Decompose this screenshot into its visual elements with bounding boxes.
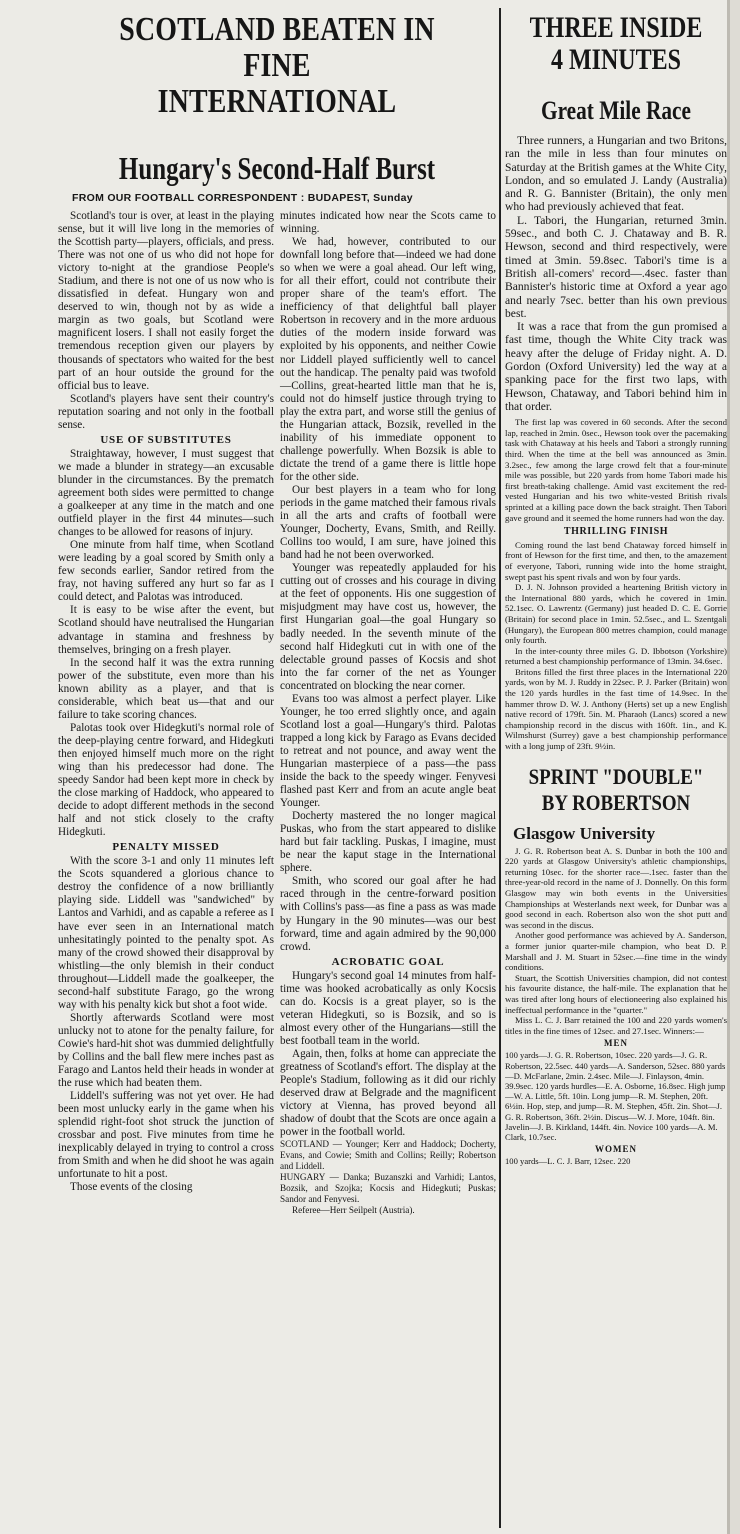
sprint-headline-2: BY ROBERTSON [541,789,691,815]
sprint-headline-1: SPRINT "DOUBLE" [528,763,704,789]
paragraph: J. G. R. Robertson beat A. S. Dunbar in both the 100 and 220 yards at Glasgow University's athletic championships, returning 10sec. for the shorter race—.1sec. faster than the three-year-old record in the name of J. Donnelly. On this form Glasgow may win both events in the Universities Championships at Westerlands next week, for Dunbar was a good second in each. Robertson also won the shot putt and was second in the discus. [505,845,727,930]
right-subhead: Great Mile Race [541,96,691,125]
results-list [505,1050,727,1142]
paragraph: Palotas took over Hidegkuti's normal role of the deep-playing centre forward, and Hidegkuti then enjoyed himself much more on the right wing than his predecessor had done. The speedy Sandor had been kept more in check by the close marking of Haddock, who appeared to decide to adopt different methods in the second half and not stick closely to the crafty Hidegkuti. [58,721,274,839]
paragraph: Scotland's players have sent their country's reputation soaring and not only in the football sense. [58,392,274,431]
paragraph: L. Tabori, the Hungarian, returned 3min. 59sec., and both C. J. Chataway and B. R. Hewson, second and third respectively, were timed at 3min. 59.8sec. Tabori's time is a British all-comers' record—.4sec. faster than Bannister's historic time at Oxford a year ago and nearly 7sec. better than his own previous best. [505,213,727,320]
paragraph: Shortly afterwards Scotland were most unlucky not to atone for the penalty failure, for Cowie's hard-hit shot was dummied delightfully by Collins and the ball flew mere inches past as Farago and Lantos held their heads in wonder at the ruse which had beaten them. [58,1011,274,1090]
referee-line: Referee—Herr Seilpelt (Austria). [292,1205,415,1216]
paragraph: Liddell's suffering was not yet over. He had been most unlucky early in the game when his splendid right-foot shot struck the junction of crossbar and post. Five minutes from time he inexplicably delayed in trying to control a cross from Smith and when he did shoot he was again unfortunate to hit a post. [58,1090,274,1181]
lineup-scotland: SCOTLAND — Younger; Kerr and Haddock; Docherty, Evans, and Cowie; Smith and Collins; Reilly; Robertson and Liddell. [280,1139,496,1172]
paragraph: Miss L. C. J. Barr retained the 100 and 220 yards women's titles in the fine times of 12sec. and 27.1sec. Winners:— [505,1015,727,1036]
glasgow-subhead: Glasgow University [513,823,656,843]
article-column-1 [58,210,274,1216]
paragraph: D. J. N. Johnson provided a heartening British victory in the International 880 yards, which he covered in 1min. 52.1sec. O. Lawrentz (Germany) just headed D. C. E. Gorrie (Britain) for second place in 1min. 52.5sec., and L. Szentgali (Hungary), the European 800 metres champion, could manage only fourth. [505,582,727,646]
paragraph: Coming round the last bend Chataway forced himself in front of Hewson for the first time, and then, to the amazement of everyone, Tabori, running wide into the home straight, swept past his spent rivals and won by four yards. [505,539,727,582]
byline: FROM OUR FOOTBALL CORRESPONDENT : BUDAPEST, Sunday [72,192,413,204]
section-heading-acrobatic: ACROBATIC GOAL [331,955,445,968]
article-subhead: Hungary's Second-Half Burst [118,150,436,186]
headline-line-1: SCOTLAND BEATEN IN FINE [119,12,435,84]
scotland-article [58,12,496,1532]
paragraph: Again, then, folks at home can appreciate the greatness of Scotland's effort. The display at the People's Stadium, following as it did our richly deserved draw at Belgrade and the magnificent victory at Vienna, has proved beyond all shadow of doubt that the Scots are once again a power in the football world. [280,1048,496,1139]
paragraph: Smith, who scored our goal after he had raced through in the centre-forward position with Collins's pass—as fine a pass as was made by Hungary in the 90 minutes—was our best forward, time and again admired by the 90,000 crowd. [280,875,496,953]
headline-line-2: INTERNATIONAL [157,83,397,120]
article-columns [58,210,496,1216]
paragraph: Scotland's tour is over, at least in the playing sense, but it will live long in the memories of the Scottish party—players, officials, and press. There was not one of us who did not hope for victory to-night at the grandiose People's Stadium, and there is not one of us now who is dissatisfied in defeat. Hungary won and deserved to win, though not by as wide a margin as two goals, but Scotland were magnificent losers. I shall not easily forget the tremendous reception given our players by thousands of spectators who waited for the best part of an hour outside the ground for the official bus to leave. [58,210,274,392]
mile-race-article [505,12,727,1532]
women-results [505,1156,727,1166]
paragraph: With the score 3-1 and only 11 minutes left the Scots squandered a glorious chance to destroy the confidence of a now brilliantly playing side. Liddell was "sandwiched" by Lantos and Varhidi, and as capable a referee as I have ever seen in an International match unhesitatingly pointed to the penalty spot. As many of the crowd showed their disapproval by whistling—the only blemish in their conduct throughout—Liddell made the goalkeeper, the second-half substitute Farago, go the wrong way with his penalty kick but shot a foot wide. [58,855,274,1011]
men-heading: MEN [604,1038,628,1049]
paragraph: In the inter-county three miles G. D. Ibbotson (Yorkshire) returned a best championship performance of 13min. 34.6sec. [505,645,727,667]
paragraph: minutes indicated how near the Scots came to winning. [280,210,496,236]
results-text: 100 yards—L. C. J. Barr, 12sec. 220 [505,1156,631,1167]
paragraph: Evans too was almost a perfect player. Like Younger, he too erred slightly once, and again Scotland lost a goal—Hungary's third. Palotas trapped a long kick by Farago as Evans decided to retreat and not pounce, and away went the Hungarian masterpiece of a pass—the pass inside the back to the speedy winger. Fenyvesi flashed past Kerr and from an acute angle beat Younger. [280,692,496,810]
paragraph: Stuart, the Scottish Universities champion, did not contest his favourite distance, the half-mile. The explanation that he was tired after long hours of electioneering also explained his ineffectual performance in the "quarter." [505,972,727,1015]
page-edge [730,0,740,1534]
right-headline-1: THREE INSIDE [529,12,703,44]
paragraph: Those events of the closing [70,1181,193,1194]
women-heading: WOMEN [595,1144,637,1155]
paragraph: It was a race that from the gun promised a fast time, though the White City track was heavy after the deluge of Friday night. A. D. Gordon (Oxford University) led the way at a spanking pace for the first two laps, with Hewson, Chataway, and Tabori behind him in that order. [505,320,727,413]
paragraph: Hungary's second goal 14 minutes from half-time was hooked acrobatically as only Kocsis can do. Kocsis is a great player, so is the veteran Hidegkuti, so is Bozsik, and so is almost every other of the Hungarians—still the best football team in the world. [280,969,496,1047]
section-heading-substitutes: USE OF SUBSTITUTES [100,433,232,446]
paragraph: We had, however, contributed to our downfall long before that—indeed we had done so when we were a goal ahead. Our left wing, for all their effort, could not contribute their proper share of the team's effort. The inefficiency of that delightful ball player Robertson in recovery and in the more arduous duties of the modern inside forward was exploited by his opponents, and neither Cowie nor Liddell played sufficiently well to cancel out the handicap. The penalty paid was twofold—Collins, great-hearted little man that he is, could not do himself justice through trying to play the extra part, and worse still the genius of the Hungarian attack, Bozsik, revelled in the inability of his immediate opponent to challenge powerfully. When Bozsik is able to dictate the trend of a game there is little hope for the other side. [280,236,496,483]
sprint-headline [521,764,712,816]
column-rule [499,8,501,1528]
paragraph: Another good performance was achieved by A. Sanderson, a former junior quarter-mile champion, who beat D. P. Marshall and J. M. Stuart in 52sec.—fine time in the windy conditions. [505,930,727,973]
article-column-2 [280,210,496,1216]
right-body [505,134,727,413]
paragraph: Three runners, a Hungarian and two Britons, ran the mile in less than four minutes on Saturday at the British games at the White City, London, and so emulated J. Landy (Australia) and R. G. Bannister (Britain), the only men who had previously achieved that feat. [505,134,727,214]
results-text: 100 yards—J. G. R. Robertson, 10sec. 220 yards—J. G. R. Robertson, 22.5sec. 440 yards—A. Sanderson, 52sec. 880 yards—D. McFarlane, 2min. 2.4sec. Mile—J. Finlayson, 4min. 39.9sec. 120 yards hurdles—E. A. Osborne, 16.8sec. High jump—W. A. Little, 5ft. 10in. Long jump—R. M. Stephen, 20ft. 6½in. Hop, step, and jump—R. M. Stephen, 45ft. 2in. Shot—J. G. R. Robertson, 36ft. 2½in. Discus—W. J. More, 104ft. 8in. Javelin—J. B. Kirkland, 144ft. 4in. Novice 100 yards—A. M. Clark, 10.7sec. [505,1050,726,1142]
paragraph: The first lap was covered in 60 seconds. After the second lap, reached in 2min. 0sec., Hewson took over the pacemaking task with Chataway at his heels and Tabori a strongly running third. When the time at the bell was announced as 3min. 3.2sec., few among the large crowd felt that a four-minute mile was possible, but 220 yards from home Tabori made his first breath-taking challenge. Amid vast excitement the red-vested Hungarian and his two white-vested British rivals sprinted at a killing pace down the back straight. Then Tabori gave ground and it seemed the home runners had won the day. [505,417,727,523]
paragraph: Straightaway, however, I must suggest that we made a blunder in strategy—an excusable blunder in the circumstances. By the prematch agreement both sides were permitted to change a goalkeeper at any time in the match and one outfield player in the first 44 minutes—such changes to be allowed for reasons of injury. [58,447,274,539]
paragraph: It is easy to be wise after the event, but Scotland should have neutralised the Hungarian advantage in stamina and freshness by themselves, bringing on a fresh player. [58,604,274,656]
paragraph: Our best players in a team who for long periods in the game matched their famous rivals in all the arts and crafts of football were Younger, Docherty, Evans, Smith, and Reilly. Collins too would, I am sure, have joined this band had he not been overworked. [280,483,496,562]
lineup-hungary: HUNGARY — Danka; Buzanszki and Varhidi; Lantos, Bozsik, and Szojka; Kocsis and Hidegkuti; Puskas; Sandor and Fenyvesi. [280,1172,496,1205]
paragraph: Docherty mastered the no longer magical Puskas, who from the start appeared to dislike hard but fair tackling. Puskas, I imagine, must be near the kaput stage in the International sphere. [280,810,496,875]
section-heading-penalty: PENALTY MISSED [112,841,220,854]
paragraph: Younger was repeatedly applauded for his cutting out of crosses and his courage in diving at the feet of opponents. His one suggestion of misjudgment may have cost us, however, the first Hungarian goal—the goal Hungary so badly needed. In the seventh minute of the second half Hidegkuti cut in with one of the delectable ground passes of Kocsis and shot into the far corner of the net as Younger concentrated on blocking the near corner. [280,562,496,692]
right-small-text [505,417,727,751]
right-headline-2: 4 MINUTES [550,43,682,76]
section-heading-thrilling: THRILLING FINISH [563,526,669,538]
glasgow-text [505,846,727,1037]
paragraph: In the second half it was the extra running power of the substitute, even more than his known ability as a player, and that is considerable, which beat us—that and our failure to take scoring chances. [58,656,274,721]
paragraph: Britons filled the first three places in the International 220 yards, won by M. J. Ruddy in 22sec. P. J. Parker (Britain) won the 120 yards hurdles in the fast time of 14.9sec. In the hammer throw D. W. J. Anthony (Herts) set up a new English native record of 179ft. 5in. M. Pharaoh (Lancs) scored a new championship record in the discus with 160ft. 1in., and K. Wilmshurst (Surrey) gave a best championship performance with a long jump of 23ft. 9½in. [505,666,727,752]
paragraph: One minute from half time, when Scotland were leading by a goal scored by Smith only a few seconds earlier, Sandor retired from the fray, not having suffered any hurt so far as I could detect, and Palotas was introduced. [58,539,274,604]
